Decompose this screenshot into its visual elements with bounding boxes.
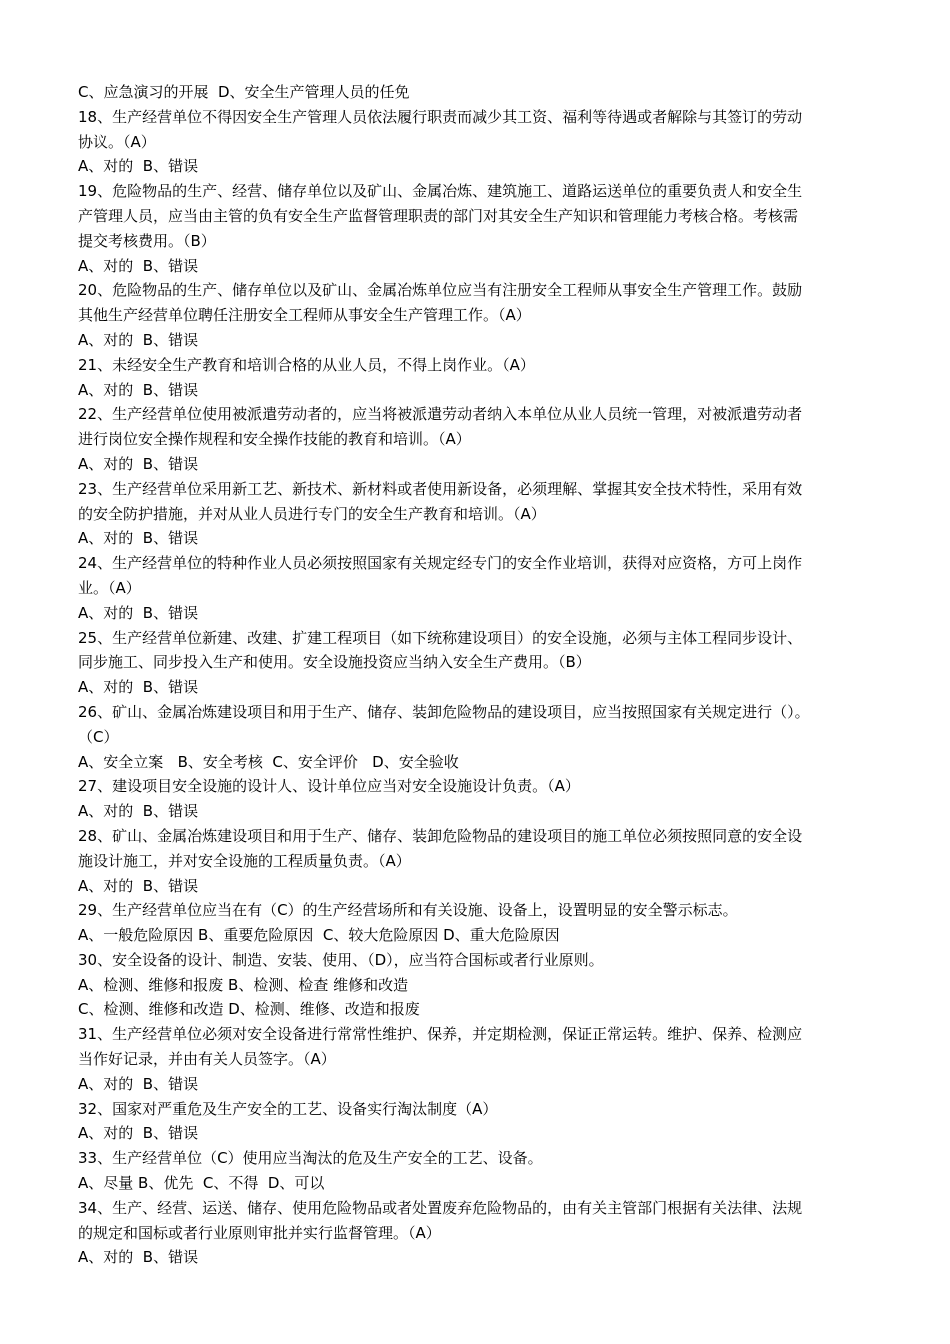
text-line: A、对的 B、错误 — [78, 876, 199, 895]
text-line: A、对的 B、错误 — [78, 1074, 199, 1093]
text-line: 34、生产、经营、运送、储存、使用危险物品或者处置废弃危险物品的，由有关主管部门根据有关法律、法规 — [78, 1198, 803, 1217]
text-line: A、对的 B、错误 — [78, 157, 199, 176]
text-line: 33、生产经营单位（C）使用应当淘汰的危及生产安全的工艺、设备。 — [78, 1149, 543, 1168]
text-line: 业。（A） — [78, 578, 141, 597]
text-line: C、应急演习的开展 D、安全生产管理人员的任免 — [78, 83, 410, 101]
document-page — [78, 80, 898, 1270]
text-line: A、对的 B、错误 — [78, 529, 199, 548]
text-line: 的规定和国标或者行业原则审批并实行监督管理。（A） — [78, 1223, 441, 1242]
text-line: 24、生产经营单位的特种作业人员必须按照国家有关规定经专门的安全作业培训，获得对应资格，方可上岗作 — [78, 554, 803, 573]
text-line: （C） — [78, 727, 119, 746]
text-line: 20、危险物品的生产、储存单位以及矿山、金属冶炼单位应当有注册安全工程师从事安全生产管理工作。鼓励 — [78, 281, 803, 300]
text-line: 同步施工、同步投入生产和使用。安全设施投资应当纳入安全生产费用。（B） — [78, 653, 591, 672]
text-line: 的安全防护措施，并对从业人员进行专门的安全生产教育和培训。（A） — [78, 504, 546, 523]
text-line: 提交考核费用。（B） — [78, 231, 216, 250]
text-line: 30、安全设备的设计、制造、安装、使用、（D），应当符合国标或者行业原则。 — [78, 950, 604, 969]
text-line: A、对的 B、错误 — [78, 802, 199, 821]
text-line: A、对的 B、错误 — [78, 330, 199, 349]
text-line: 31、生产经营单位必须对安全设备进行常常性维护、保养，并定期检测，保证正常运转。维护、保养、检测应 — [78, 1025, 803, 1044]
text-line: A、安全立案 B、安全考核 C、安全评价 D、安全验收 — [78, 752, 459, 771]
text-line: A、对的 B、错误 — [78, 454, 199, 473]
text-line: A、对的 B、错误 — [78, 256, 199, 275]
text-line: 其他生产经营单位聘任注册安全工程师从事安全生产管理工作。（A） — [78, 306, 531, 325]
text-line: 28、矿山、金属冶炼建设项目和用于生产、储存、装卸危险物品的建设项目的施工单位必须按照同意的安全设 — [78, 826, 803, 845]
text-line: A、一般危险原因 B、重要危险原因 C、较大危险原因 D、重大危险原因 — [78, 926, 560, 945]
text-line: A、尽量 B、优先 C、不得 D、可以 — [78, 1174, 325, 1193]
text-line: A、对的 B、错误 — [78, 603, 199, 622]
text-line: 29、生产经营单位应当在有（C）的生产经营场所和有关设施、设备上，设置明显的安全警示标志。 — [78, 901, 738, 920]
text-line: 协议。（A） — [78, 132, 156, 151]
text-line: 22、生产经营单位使用被派遣劳动者的，应当将被派遣劳动者纳入本单位从业人员统一管理，对被派遣劳动者 — [78, 405, 803, 424]
text-line: 18、生产经营单位不得因安全生产管理人员依法履行职责而减少其工资、福利等待遇或者解除与其签订的劳动 — [78, 107, 803, 126]
text-line: 21、未经安全生产教育和培训合格的从业人员，不得上岗作业。（A） — [78, 355, 535, 374]
text-line: 26、矿山、金属冶炼建设项目和用于生产、储存、装卸危险物品的建设项目，应当按照国家有关规定进行（）。 — [78, 702, 810, 721]
text-line: 当作好记录，并由有关人员签字。（A） — [78, 1050, 336, 1069]
text-line: 25、生产经营单位新建、改建、扩建工程项目（如下统称建设项目）的安全设施，必须与主体工程同步设计、 — [78, 628, 803, 647]
text-line: 32、国家对严重危及生产安全的工艺、设备实行淘汰制度（A） — [78, 1099, 498, 1118]
text-line: A、对的 B、错误 — [78, 380, 199, 399]
text-line: 产管理人员，应当由主管的负有安全生产监督管理职责的部门对其安全生产知识和管理能力考核合格。考核需 — [78, 206, 799, 225]
text-line: 19、危险物品的生产、经营、储存单位以及矿山、金属冶炼、建筑施工、道路运送单位的重要负责人和安全生 — [78, 182, 803, 201]
text-line: 23、生产经营单位采用新工艺、新技术、新材料或者使用新设备，必须理解、掌握其安全技术特性，采用有效 — [78, 479, 803, 498]
text-line: A、对的 B、错误 — [78, 1124, 199, 1143]
text-line: C、检测、维修和改造 D、检测、维修、改造和报废 — [78, 1000, 420, 1019]
text-line: A、对的 B、错误 — [78, 1248, 199, 1267]
text-line: A、对的 B、错误 — [78, 678, 199, 697]
text-line: 进行岗位安全操作规程和安全操作技能的教育和培训。（A） — [78, 430, 471, 449]
text-line: 施设计施工，并对安全设施的工程质量负责。（A） — [78, 851, 411, 870]
text-line: A、检测、维修和报废 B、检测、检查 维修和改造 — [78, 975, 409, 994]
text-line: 27、建设项目安全设施的设计人、设计单位应当对安全设施设计负责。（A） — [78, 777, 580, 796]
